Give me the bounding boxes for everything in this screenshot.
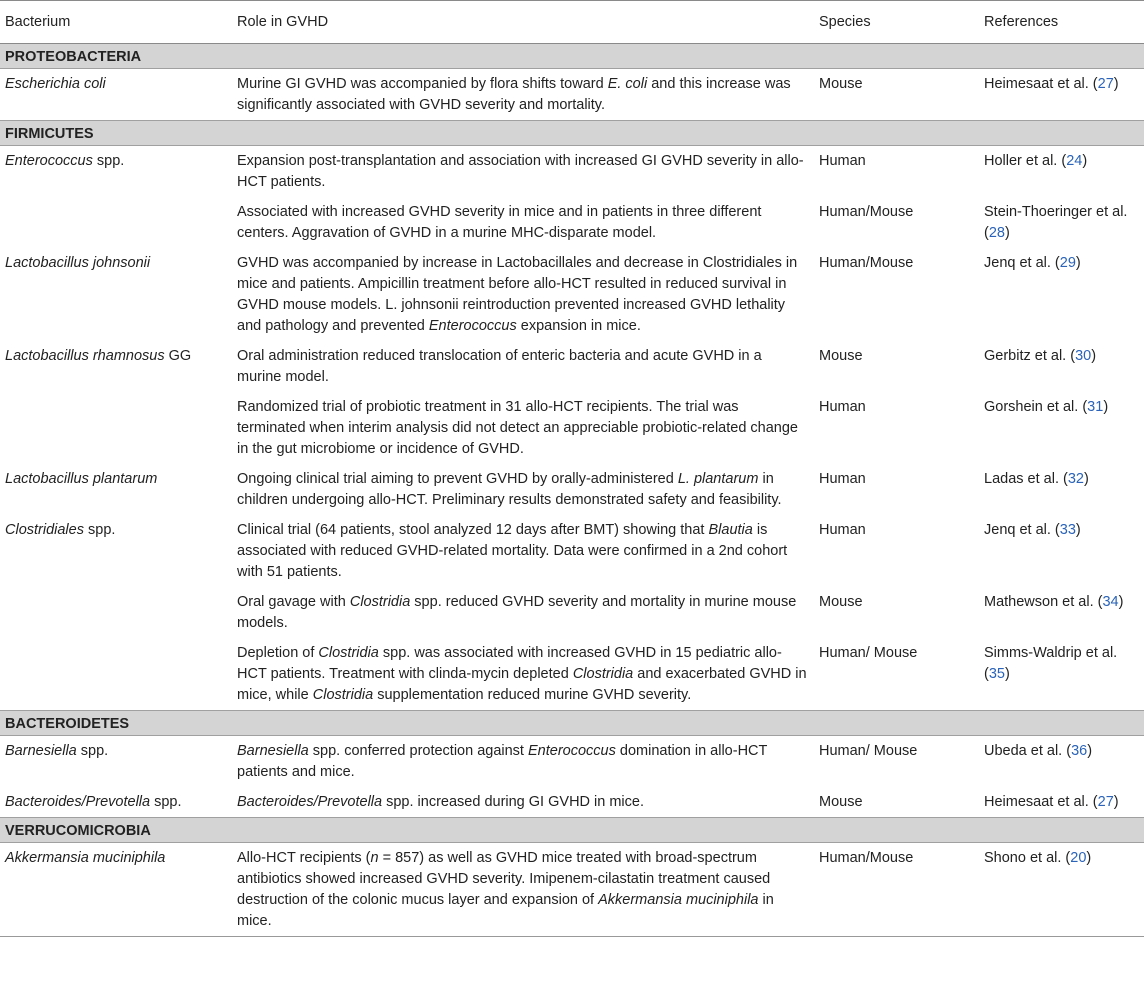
table-row <box>0 146 1144 198</box>
header-row <box>0 1 1144 44</box>
species-cell: Human <box>819 471 866 487</box>
species-cell: Human <box>819 522 866 538</box>
table-row <box>0 69 1144 121</box>
header-bacterium: Bacterium <box>0 1 232 44</box>
reference-link[interactable]: 27 <box>1097 794 1114 810</box>
bacterium-cell <box>0 638 232 711</box>
species-cell: Human/Mouse <box>819 204 914 220</box>
category-row-proteobacteria <box>0 44 1144 69</box>
role-cell: Allo-HCT recipients (n = 857) as well as GVHD mice treated with broad-spectrum antibiotics showed increased GVHD severity. Imipenem-cilastatin treatment caused destruction of the colonic mucus layer and expansion of Akkermansia muciniphila in mice. <box>237 850 774 929</box>
species-cell: Mouse <box>819 348 863 364</box>
category-label: FIRMICUTES <box>0 121 1144 146</box>
bacterium-cell: Akkermansia muciniphila <box>5 850 166 866</box>
reference-link[interactable]: 35 <box>988 666 1005 682</box>
reference-cell: Jenq et al. (33) <box>984 522 1081 538</box>
role-cell: Murine GI GVHD was accompanied by flora shifts toward E. coli and this increase was significantly associated with GVHD severity and mortality. <box>237 76 791 113</box>
role-cell: Clinical trial (64 patients, stool analyzed 12 days after BMT) showing that Blautia is associated with reduced GVHD-related mortality. Data were confirmed in a 2nd cohort with 51 patients. <box>237 522 788 580</box>
reference-cell: Simms-Waldrip et al. (35) <box>984 645 1118 682</box>
bacterium-cell: Bacteroides/Prevotella spp. <box>5 794 182 810</box>
header-references: References <box>979 1 1144 44</box>
reference-cell: Ladas et al. (32) <box>984 471 1089 487</box>
header-species: Species <box>814 1 979 44</box>
category-row-verrucomicrobia <box>0 818 1144 843</box>
bacterium-cell: Clostridiales spp. <box>5 522 116 538</box>
table-row <box>0 587 1144 638</box>
species-cell: Human/ Mouse <box>819 645 918 661</box>
reference-cell: Shono et al. (20) <box>984 850 1092 866</box>
species-cell: Mouse <box>819 76 863 92</box>
reference-link[interactable]: 24 <box>1066 153 1083 169</box>
role-cell: Randomized trial of probiotic treatment in 31 allo-HCT recipients. The trial was terminated when interim analysis did not detect an appreciable probiotic-related change in the gut microbiome or incidence of GVHD. <box>237 399 798 457</box>
bacterium-cell: Lactobacillus rhamnosus GG <box>5 348 192 364</box>
bacterium-cell: Enterococcus spp. <box>5 153 125 169</box>
reference-link[interactable]: 20 <box>1070 850 1087 866</box>
category-row-bacteroidetes <box>0 711 1144 736</box>
bacterium-cell: Lactobacillus johnsonii <box>5 255 151 271</box>
reference-link[interactable]: 33 <box>1059 522 1076 538</box>
reference-cell: Mathewson et al. (34) <box>984 594 1124 610</box>
bacterium-cell <box>0 392 232 464</box>
bacterium-cell: Barnesiella spp. <box>5 743 109 759</box>
role-cell: GVHD was accompanied by increase in Lactobacillales and decrease in Clostridiales in mice and patients. Ampicillin treatment before allo-HCT resulted in reduced survival in GVHD mouse models. L. johnsonii reintroduction prevented increased GVHD lethality and pathology and prevented Enterococcus expansion in mice. <box>237 255 798 334</box>
bacterium-cell <box>0 587 232 638</box>
role-cell: Oral administration reduced translocation of enteric bacteria and acute GVHD in a murine model. <box>237 348 762 385</box>
table-row <box>0 736 1144 788</box>
table-row <box>0 787 1144 818</box>
species-cell: Human <box>819 153 866 169</box>
table-row <box>0 341 1144 392</box>
bacterium-cell: Lactobacillus plantarum <box>5 471 158 487</box>
species-cell: Mouse <box>819 594 863 610</box>
bacterium-cell: Escherichia coli <box>5 76 106 92</box>
role-cell: Ongoing clinical trial aiming to prevent GVHD by orally-administered L. plantarum in children undergoing allo-HCT. Preliminary results demonstrated safety and feasibility. <box>237 471 782 508</box>
table-row <box>0 515 1144 587</box>
species-cell: Mouse <box>819 794 863 810</box>
reference-cell: Heimesaat et al. (27) <box>984 76 1119 92</box>
table-row <box>0 843 1144 937</box>
role-cell: Depletion of Clostridia spp. was associated with increased GVHD in 15 pediatric allo-HCT patients. Treatment with clinda-mycin depleted Clostridia and exacerbated GVHD in mice, while Clostridia supplementation reduced murine GVHD severity. <box>237 645 807 703</box>
reference-cell: Stein-Thoeringer et al. (28) <box>984 204 1128 241</box>
reference-link[interactable]: 31 <box>1087 399 1104 415</box>
category-label: VERRUCOMICROBIA <box>0 818 1144 843</box>
role-cell: Oral gavage with Clostridia spp. reduced GVHD severity and mortality in murine mouse models. <box>237 594 797 631</box>
reference-link[interactable]: 32 <box>1067 471 1084 487</box>
table-row <box>0 392 1144 464</box>
role-cell: Barnesiella spp. conferred protection against Enterococcus domination in allo-HCT patients and mice. <box>237 743 768 780</box>
table-row <box>0 464 1144 515</box>
reference-cell: Ubeda et al. (36) <box>984 743 1093 759</box>
category-row-firmicutes <box>0 121 1144 146</box>
header-role: Role in GVHD <box>232 1 814 44</box>
bacterium-cell <box>0 197 232 248</box>
reference-cell: Gorshein et al. (31) <box>984 399 1109 415</box>
role-cell: Bacteroides/Prevotella spp. increased during GI GVHD in mice. <box>237 794 644 810</box>
reference-link[interactable]: 36 <box>1071 743 1088 759</box>
category-label: BACTEROIDETES <box>0 711 1144 736</box>
table-row <box>0 248 1144 341</box>
reference-link[interactable]: 28 <box>988 225 1005 241</box>
role-cell: Expansion post-transplantation and association with increased GI GVHD severity in allo-HCT patients. <box>237 153 804 190</box>
category-label: PROTEOBACTERIA <box>0 44 1144 69</box>
reference-cell: Jenq et al. (29) <box>984 255 1081 271</box>
species-cell: Human/Mouse <box>819 850 914 866</box>
species-cell: Human <box>819 399 866 415</box>
reference-link[interactable]: 29 <box>1059 255 1076 271</box>
role-cell: Associated with increased GVHD severity in mice and in patients in three different centers. Aggravation of GVHD in a murine MHC-disparate model. <box>237 204 762 241</box>
reference-cell: Gerbitz et al. (30) <box>984 348 1097 364</box>
table-row <box>0 638 1144 711</box>
reference-cell: Holler et al. (24) <box>984 153 1088 169</box>
reference-link[interactable]: 30 <box>1075 348 1092 364</box>
reference-link[interactable]: 27 <box>1097 76 1114 92</box>
reference-link[interactable]: 34 <box>1102 594 1119 610</box>
reference-cell: Heimesaat et al. (27) <box>984 794 1119 810</box>
table-row <box>0 197 1144 248</box>
species-cell: Human/Mouse <box>819 255 914 271</box>
species-cell: Human/ Mouse <box>819 743 918 759</box>
